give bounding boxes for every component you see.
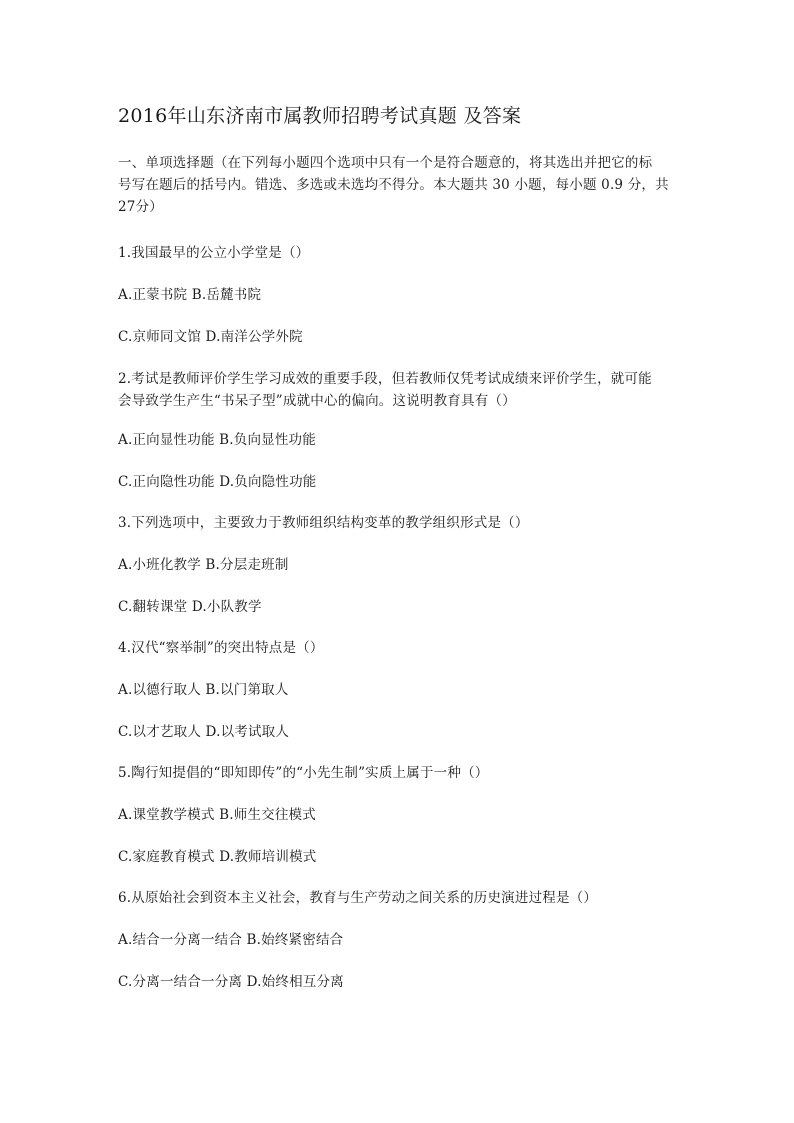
question-1-options-cd: C.京师同文馆 D.南洋公学外院 <box>118 329 303 345</box>
question-stem-line: 5.陶行知提倡的“即知即传”的“小先生制”实质上属于一种（） <box>118 765 489 781</box>
question-5-options-cd: C.家庭教育模式 D.教师培训模式 <box>118 849 317 865</box>
question-4-stem <box>118 637 678 659</box>
instructions-line: 27分） <box>118 199 163 215</box>
question-stem-line: 2.考试是教师评价学生学习成效的重要手段，但若教师仅凭考试成绩来评价学生，就可能 <box>118 371 652 387</box>
question-stem-line: 6.从原始社会到资本主义社会，教育与生产劳动之间关系的历史演进过程是（） <box>118 890 598 906</box>
section-instructions <box>118 152 678 218</box>
question-1-options-ab: A.正蒙书院 B.岳麓书院 <box>118 287 262 303</box>
question-5-options-ab: A.课堂教学模式 B.师生交往模式 <box>118 807 316 823</box>
question-stem-line: 4.汉代“察举制”的突出特点是（） <box>118 640 324 656</box>
question-2-stem <box>118 368 678 412</box>
document-title: 2016年山东济南市属教师招聘考试真题 及答案 <box>118 105 522 127</box>
question-4-options-ab: A.以德行取人 B.以门第取人 <box>118 682 289 698</box>
question-4-options-cd: C.以才艺取人 D.以考试取人 <box>118 724 290 740</box>
question-stem-line: 1.我国最早的公立小学堂是（） <box>118 245 310 261</box>
question-2-options-cd: C.正向隐性功能 D.负向隐性功能 <box>118 474 317 490</box>
instructions-line: 一、单项选择题（在下列每小题四个选项中只有一个是符合题意的，将其选出并把它的标 <box>118 155 653 171</box>
question-5-stem <box>118 762 678 784</box>
question-3-options-ab: A.小班化教学 B.分层走班制 <box>118 557 289 573</box>
question-6-stem <box>118 887 678 909</box>
question-6-options-ab: A.结合一分离一结合 B.始终紧密结合 <box>118 932 344 948</box>
instructions-line: 号写在题后的括号内。错选、多选或未选均不得分。本大题共 30 小题，每小题 0.9 分，共 <box>118 177 669 193</box>
question-2-options-ab: A.正向显性功能 B.负向显性功能 <box>118 432 316 448</box>
question-6-options-cd: C.分离一结合一分离 D.始终相互分离 <box>118 974 344 990</box>
question-1-stem <box>118 242 678 264</box>
question-3-options-cd: C.翻转课堂 D.小队教学 <box>118 599 262 615</box>
question-stem-line: 会导致学生产生“书呆子型”成就中心的偏向。这说明教育具有（） <box>118 393 516 409</box>
question-stem-line: 3.下列选项中，主要致力于教师组织结构变革的教学组织形式是（） <box>118 515 529 531</box>
question-3-stem <box>118 512 678 534</box>
